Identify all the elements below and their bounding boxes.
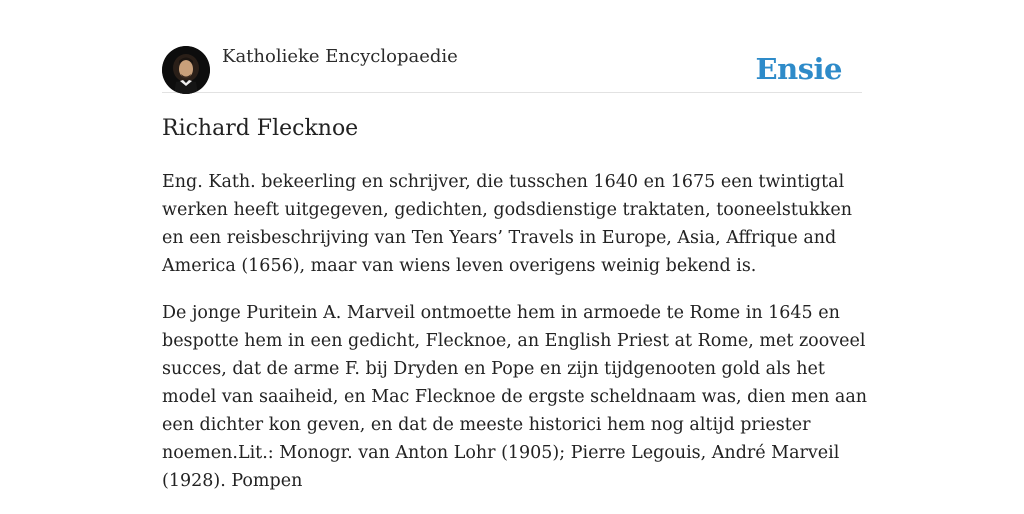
brand-logo[interactable]: Ensie (755, 52, 842, 86)
article-body (162, 168, 868, 514)
source-avatar[interactable] (162, 46, 210, 94)
paragraph: Eng. Kath. bekeerling en schrijver, die tusschen 1640 en 1675 een twintigtal werken heeft uitgegeven, gedichten, godsdienstige traktaten, tooneelstukken en een reisbeschrijving van Ten Years’ Travels in Europe, Asia, Affrique and America (1656), maar van wiens leven overigens weinig bekend is. (162, 172, 852, 276)
article-title: Richard Flecknoe (162, 116, 359, 141)
portrait-icon (162, 46, 210, 94)
page (162, 0, 868, 512)
header (162, 0, 862, 93)
source-name[interactable]: Katholieke Encyclopaedie (222, 46, 458, 67)
paragraph: De jonge Puritein A. Marveil ontmoette hem in armoede te Rome in 1645 en bespotte hem in een gedicht, Flecknoe, an English Priest at Rome, met zooveel succes, dat de arme F. bij Dryden en Pope en zijn tijdgenooten gold als het model van saaiheid, en Mac Flecknoe de ergste scheldnaam was, dien men aan een dichter kon geven, en dat de meeste historici hem nog altijd priester noemen.Lit.: Monogr. van Anton Lohr (1905); Pierre Legouis, André Marveil (1928). Pompen (162, 303, 868, 491)
